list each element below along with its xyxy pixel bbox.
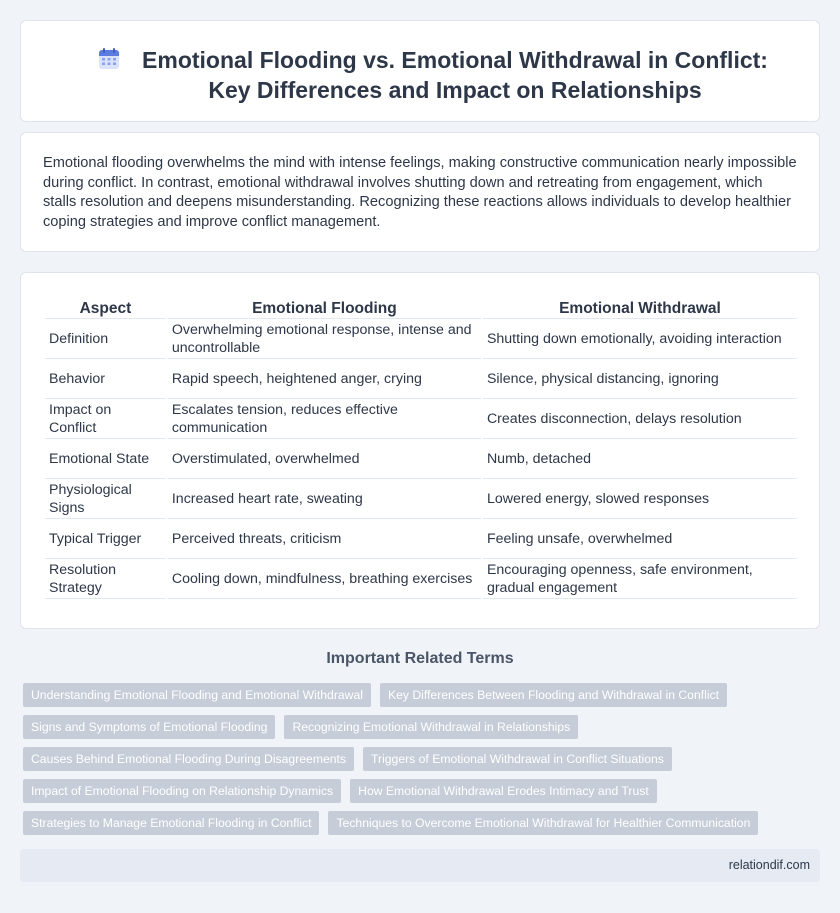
withdrawal-cell: Encouraging openness, safe environment, gradual engagement bbox=[483, 559, 797, 599]
calendar-icon bbox=[97, 47, 121, 71]
tag-row bbox=[23, 747, 823, 771]
withdrawal-cell: Shutting down emotionally, avoiding interaction bbox=[483, 319, 797, 359]
table-row bbox=[45, 479, 797, 519]
table-row bbox=[45, 519, 797, 559]
aspect-cell: Definition bbox=[45, 319, 166, 359]
related-term-link[interactable]: How Emotional Withdrawal Erodes Intimacy and Trust bbox=[350, 779, 657, 803]
aspect-cell: Typical Trigger bbox=[45, 519, 166, 559]
withdrawal-cell: Creates disconnection, delays resolution bbox=[483, 399, 797, 439]
withdrawal-cell: Numb, detached bbox=[483, 439, 797, 479]
flooding-cell: Overwhelming emotional response, intense and uncontrollable bbox=[168, 319, 481, 359]
flooding-cell: Rapid speech, heightened anger, crying bbox=[168, 359, 481, 399]
flooding-cell: Overstimulated, overwhelmed bbox=[168, 439, 481, 479]
footer bbox=[20, 849, 820, 882]
aspect-cell: Behavior bbox=[45, 359, 166, 399]
related-terms-list bbox=[23, 683, 823, 843]
table-row bbox=[45, 319, 797, 359]
header-aspect: Aspect bbox=[45, 295, 166, 319]
header-flooding: Emotional Flooding bbox=[168, 295, 481, 319]
table-header-row bbox=[45, 295, 797, 319]
tag-row bbox=[23, 715, 823, 739]
flooding-cell: Cooling down, mindfulness, breathing exercises bbox=[168, 559, 481, 599]
flooding-cell: Increased heart rate, sweating bbox=[168, 479, 481, 519]
withdrawal-cell: Lowered energy, slowed responses bbox=[483, 479, 797, 519]
flooding-cell: Escalates tension, reduces effective communication bbox=[168, 399, 481, 439]
header-withdrawal: Emotional Withdrawal bbox=[483, 295, 797, 319]
comparison-table bbox=[43, 295, 799, 599]
related-term-link[interactable]: Key Differences Between Flooding and Withdrawal in Conflict bbox=[380, 683, 727, 707]
intro-paragraph: Emotional flooding overwhelms the mind with intense feelings, making constructive communication nearly impossible during conflict. In contrast, emotional withdrawal involves shutting down and retreating from engagement, which stalls resolution and deepens misunderstanding. Recognizing these reactions allows individuals to develop healthier coping strategies and improve conflict management. bbox=[43, 155, 797, 230]
related-term-link[interactable]: Techniques to Overcome Emotional Withdrawal for Healthier Communication bbox=[328, 811, 758, 835]
table-row bbox=[45, 359, 797, 399]
aspect-cell: Physiological Signs bbox=[45, 479, 166, 519]
page-title: Emotional Flooding vs. Emotional Withdrawal in Conflict: Key Differences and Impact on Relationships bbox=[142, 47, 768, 103]
flooding-cell: Perceived threats, criticism bbox=[168, 519, 481, 559]
withdrawal-cell: Silence, physical distancing, ignoring bbox=[483, 359, 797, 399]
site-domain: relationdif.com bbox=[728, 858, 810, 872]
related-term-link[interactable]: Impact of Emotional Flooding on Relationship Dynamics bbox=[23, 779, 341, 803]
title-card bbox=[20, 20, 820, 122]
aspect-cell: Impact on Conflict bbox=[45, 399, 166, 439]
related-term-link[interactable]: Strategies to Manage Emotional Flooding in Conflict bbox=[23, 811, 319, 835]
related-term-link[interactable]: Understanding Emotional Flooding and Emotional Withdrawal bbox=[23, 683, 371, 707]
table-row bbox=[45, 399, 797, 439]
tag-row bbox=[23, 811, 823, 835]
table-row bbox=[45, 559, 797, 599]
related-terms-heading: Important Related Terms bbox=[326, 650, 514, 667]
related-term-link[interactable]: Recognizing Emotional Withdrawal in Relationships bbox=[284, 715, 578, 739]
comparison-card bbox=[20, 272, 820, 629]
aspect-cell: Resolution Strategy bbox=[45, 559, 166, 599]
related-term-link[interactable]: Signs and Symptoms of Emotional Flooding bbox=[23, 715, 275, 739]
related-term-link[interactable]: Triggers of Emotional Withdrawal in Conflict Situations bbox=[363, 747, 672, 771]
aspect-cell: Emotional State bbox=[45, 439, 166, 479]
related-term-link[interactable]: Causes Behind Emotional Flooding During Disagreements bbox=[23, 747, 354, 771]
tag-row bbox=[23, 779, 823, 803]
withdrawal-cell: Feeling unsafe, overwhelmed bbox=[483, 519, 797, 559]
intro-card bbox=[20, 132, 820, 252]
tag-row bbox=[23, 683, 823, 707]
table-row bbox=[45, 439, 797, 479]
